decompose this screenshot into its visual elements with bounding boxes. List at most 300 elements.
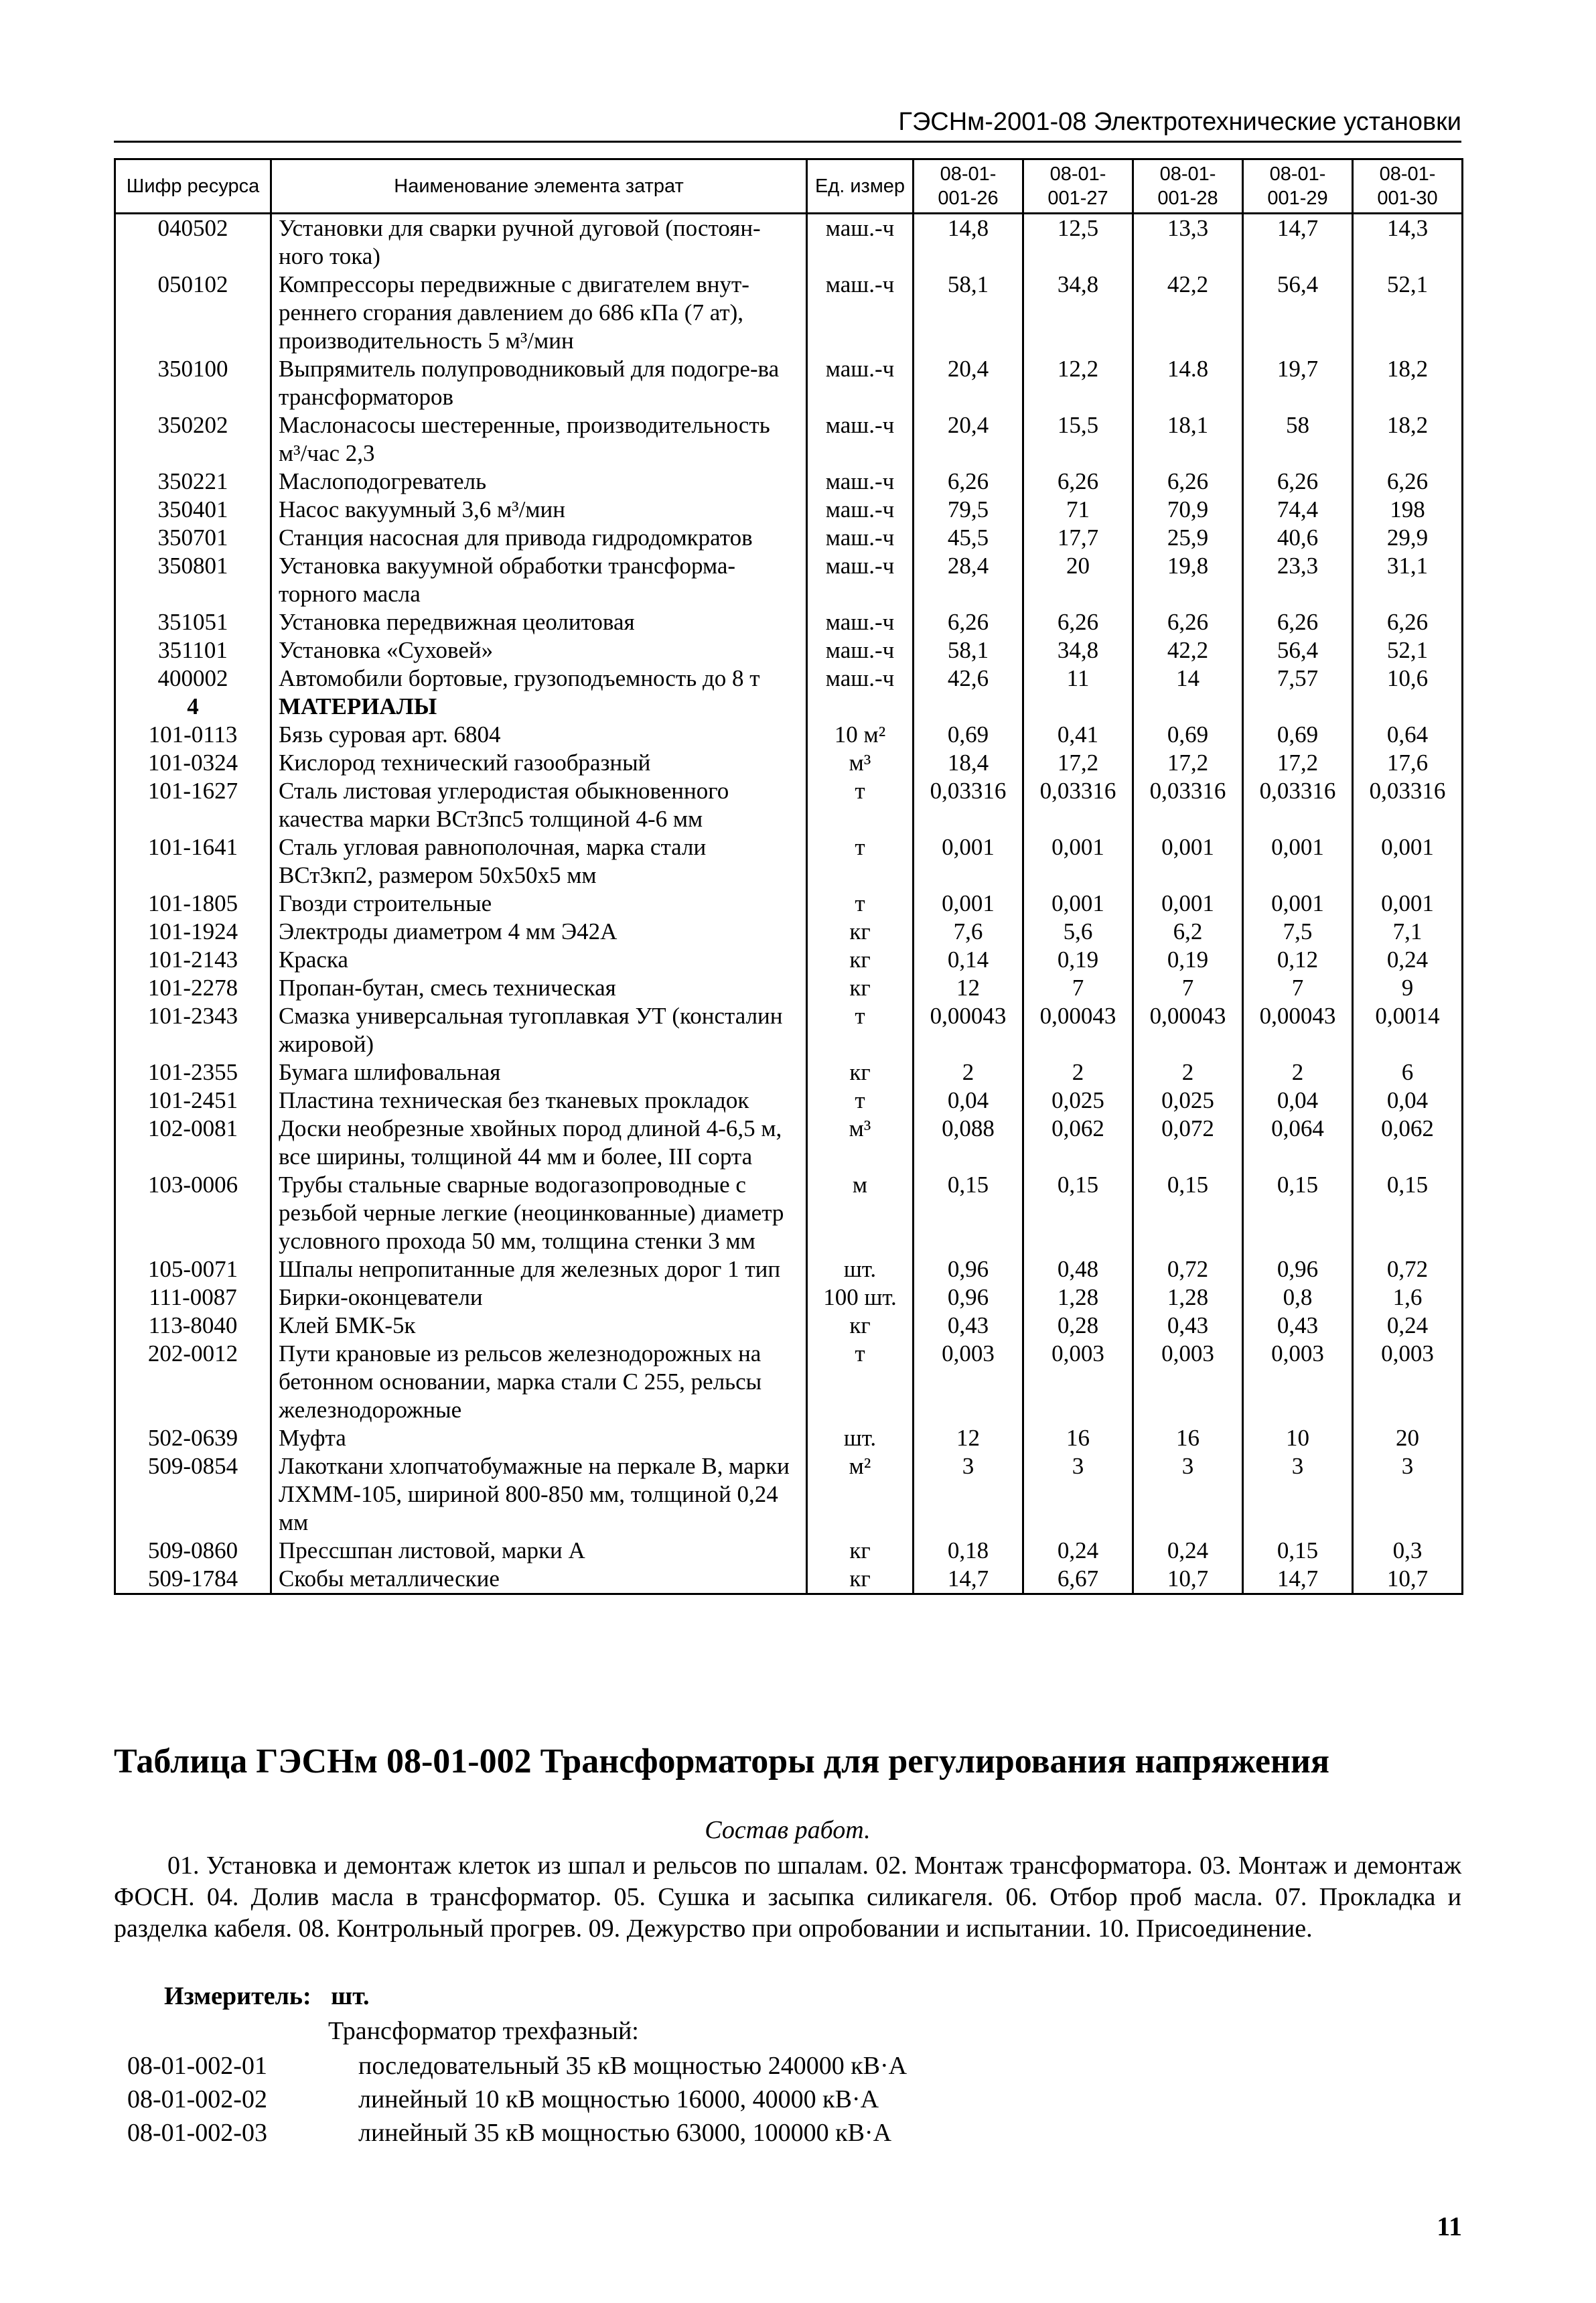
cell-value: 14,8 [914, 214, 1023, 271]
col-header-30: 08-01- 001-30 [1353, 159, 1463, 214]
table-row [115, 355, 1463, 411]
table-row [115, 1115, 1463, 1171]
cell-value: 14.8 [1133, 355, 1243, 411]
cell-value: 31,1 [1353, 552, 1463, 608]
cell-value: 0,24 [1353, 1312, 1463, 1340]
cell-value: 9 [1353, 974, 1463, 1002]
cell-code: 101-1805 [115, 890, 271, 918]
cell-value: 11 [1023, 665, 1133, 693]
cell-value: 19,8 [1133, 552, 1243, 608]
cell-code: 350701 [115, 524, 271, 552]
cell-code: 050102 [115, 271, 271, 355]
cell-name: Установки для сварки ручной дуговой (постоян-ного тока) [271, 214, 807, 271]
cell-value: 2 [914, 1058, 1023, 1087]
cell-code: 111-0087 [115, 1283, 271, 1312]
cell-value: 6,26 [1353, 608, 1463, 636]
cell-unit: т [807, 1002, 914, 1058]
cell-unit: маш.-ч [807, 636, 914, 665]
cell-value: 7,1 [1353, 918, 1463, 946]
cell-value: 0,8 [1243, 1283, 1353, 1312]
cell-value [1353, 693, 1463, 721]
cell-name: Установка «Суховей» [271, 636, 807, 665]
cell-value: 0,15 [914, 1171, 1023, 1255]
table-row [115, 608, 1463, 636]
cell-unit: маш.-ч [807, 271, 914, 355]
table-row [115, 721, 1463, 749]
cell-value: 6,26 [914, 608, 1023, 636]
cell-code: 350801 [115, 552, 271, 608]
col-header-28: 08-01- 001-28 [1133, 159, 1243, 214]
cell-code: 101-2143 [115, 946, 271, 974]
cell-value: 5,6 [1023, 918, 1133, 946]
cell-value: 16 [1023, 1424, 1133, 1452]
cell-unit: 10 м² [807, 721, 914, 749]
cell-name: Кислород технический газообразный [271, 749, 807, 777]
cell-value: 0,088 [914, 1115, 1023, 1171]
cell-value: 7 [1133, 974, 1243, 1002]
cell-name: Автомобили бортовые, грузоподъемность до 8 т [271, 665, 807, 693]
cell-value: 0,24 [1133, 1537, 1243, 1565]
cell-value: 23,3 [1243, 552, 1353, 608]
cell-code: 105-0071 [115, 1255, 271, 1283]
cell-code: 040502 [115, 214, 271, 271]
cell-value: 14,7 [1243, 1565, 1353, 1594]
cell-code: 101-1924 [115, 918, 271, 946]
cell-value: 0,003 [914, 1340, 1023, 1424]
cell-value: 0,0014 [1353, 1002, 1463, 1058]
cell-unit: кг [807, 1058, 914, 1087]
cell-code: 509-0860 [115, 1537, 271, 1565]
cell-unit: кг [807, 1565, 914, 1594]
cell-value: 0,96 [914, 1283, 1023, 1312]
cell-value: 0,00043 [1023, 1002, 1133, 1058]
cell-value: 58 [1243, 411, 1353, 468]
table-row [115, 1171, 1463, 1255]
subheading: Трансформатор трехфазный: [328, 2017, 639, 2045]
cell-value: 74,4 [1243, 496, 1353, 524]
cell-value: 52,1 [1353, 636, 1463, 665]
cell-code: 350401 [115, 496, 271, 524]
cell-value: 10,7 [1133, 1565, 1243, 1594]
cell-name: Клей БМК-5к [271, 1312, 807, 1340]
header-title: ГЭСНм-2001-08 Электротехнические установки [898, 108, 1461, 136]
item-code: 08-01-002-03 [127, 2119, 267, 2147]
item-text: линейный 10 кВ мощностью 16000, 40000 кВ·А [358, 2085, 879, 2113]
cell-value: 45,5 [914, 524, 1023, 552]
cell-unit: м³ [807, 749, 914, 777]
cell-unit: кг [807, 1537, 914, 1565]
cell-value: 3 [914, 1452, 1023, 1537]
cell-name: Насос вакуумный 3,6 м³/мин [271, 496, 807, 524]
cell-code: 113-8040 [115, 1312, 271, 1340]
col-header-name: Наименование элемента затрат [271, 159, 807, 214]
cell-value: 6,2 [1133, 918, 1243, 946]
cell-value: 10,7 [1353, 1565, 1463, 1594]
cell-value: 0,001 [1133, 890, 1243, 918]
cell-value: 40,6 [1243, 524, 1353, 552]
cell-name: Муфта [271, 1424, 807, 1452]
cell-value: 0,03316 [1353, 777, 1463, 833]
cell-value: 0,03316 [1023, 777, 1133, 833]
cell-value: 3 [1353, 1452, 1463, 1537]
cell-unit: м [807, 1171, 914, 1255]
cell-code: 350221 [115, 468, 271, 496]
cell-value: 0,19 [1023, 946, 1133, 974]
cell-value: 0,04 [1353, 1087, 1463, 1115]
cell-value: 0,43 [914, 1312, 1023, 1340]
cell-value: 0,04 [914, 1087, 1023, 1115]
cell-value: 52,1 [1353, 271, 1463, 355]
cell-code: 4 [115, 693, 271, 721]
cell-name: Прессшпан листовой, марки А [271, 1537, 807, 1565]
cell-code: 101-2278 [115, 974, 271, 1002]
cell-value: 0,18 [914, 1537, 1023, 1565]
col-header-26: 08-01- 001-26 [914, 159, 1023, 214]
cell-name: Установка вакуумной обработки трансформа-торного масла [271, 552, 807, 608]
cell-value: 7,57 [1243, 665, 1353, 693]
cell-value: 6,26 [1133, 608, 1243, 636]
cell-value: 56,4 [1243, 271, 1353, 355]
cell-unit: маш.-ч [807, 355, 914, 411]
cell-code: 202-0012 [115, 1340, 271, 1424]
cell-unit: маш.-ч [807, 608, 914, 636]
cell-value: 10 [1243, 1424, 1353, 1452]
cell-code: 350100 [115, 355, 271, 411]
cell-name: Маслоподогреватель [271, 468, 807, 496]
cell-value: 10,6 [1353, 665, 1463, 693]
cell-name: Пластина техническая без тканевых прокладок [271, 1087, 807, 1115]
cell-value: 0,03316 [1243, 777, 1353, 833]
cell-value [1133, 693, 1243, 721]
cell-unit: кг [807, 974, 914, 1002]
cell-code: 351101 [115, 636, 271, 665]
cell-value: 1,28 [1133, 1283, 1243, 1312]
cell-value: 6,26 [914, 468, 1023, 496]
item-text: линейный 35 кВ мощностью 63000, 100000 кВ·А [358, 2119, 892, 2147]
cell-value: 0,00043 [1243, 1002, 1353, 1058]
cell-value: 3 [1023, 1452, 1133, 1537]
cell-value [1243, 693, 1353, 721]
cell-value: 14 [1133, 665, 1243, 693]
cell-value: 6,67 [1023, 1565, 1133, 1594]
cell-name: Шпалы непропитанные для железных дорог 1 тип [271, 1255, 807, 1283]
cell-value: 17,2 [1133, 749, 1243, 777]
cell-unit: т [807, 1340, 914, 1424]
col-header-29: 08-01- 001-29 [1243, 159, 1353, 214]
cell-value: 0,41 [1023, 721, 1133, 749]
cell-value: 0,96 [914, 1255, 1023, 1283]
cell-value: 0,001 [914, 890, 1023, 918]
cell-value: 0,00043 [1133, 1002, 1243, 1058]
cell-value: 12 [914, 1424, 1023, 1452]
cell-unit: маш.-ч [807, 552, 914, 608]
table-row [115, 1565, 1463, 1594]
cell-value: 6,26 [1133, 468, 1243, 496]
cell-value: 0,24 [1353, 946, 1463, 974]
cell-value: 0,03316 [914, 777, 1023, 833]
cell-code: 101-1641 [115, 833, 271, 890]
table-row [115, 1283, 1463, 1312]
cell-name: Скобы металлические [271, 1565, 807, 1594]
cell-value: 20 [1353, 1424, 1463, 1452]
cell-name: Сталь угловая равнополочная, марка стали ВСт3кп2, размером 50х50х5 мм [271, 833, 807, 890]
cell-value: 12 [914, 974, 1023, 1002]
cell-value: 58,1 [914, 636, 1023, 665]
cell-value: 7 [1023, 974, 1133, 1002]
cell-value: 14,7 [1243, 214, 1353, 271]
cell-value: 34,8 [1023, 636, 1133, 665]
cell-value: 19,7 [1243, 355, 1353, 411]
cell-value: 0,001 [1023, 890, 1133, 918]
section-row [115, 693, 1463, 721]
cell-value: 0,062 [1353, 1115, 1463, 1171]
cell-unit: маш.-ч [807, 524, 914, 552]
cell-value: 42,2 [1133, 271, 1243, 355]
col-header-27: 08-01- 001-27 [1023, 159, 1133, 214]
cell-value: 18,2 [1353, 355, 1463, 411]
cell-value: 0,43 [1133, 1312, 1243, 1340]
cell-name: Бязь суровая арт. 6804 [271, 721, 807, 749]
cell-code: 103-0006 [115, 1171, 271, 1255]
cell-name: Маслонасосы шестеренные, производительность м³/час 2,3 [271, 411, 807, 468]
works-description: 01. Установка и демонтаж клеток из шпал и рельсов по шпалам. 02. Монтаж трансформатора. 03. Монтаж и демонтаж ФОСН. 04. Долив масла в трансформатор. 05. Сушка и засыпка силикагеля. 06. Отбор проб масла. 07. Прокладка и разделка кабеля. 08. Контрольный прогрев. 09. Дежурство при опробовании и испытании. 10. Присоединение. [114, 1852, 1461, 1943]
list-item [127, 2051, 907, 2081]
cell-name: Гвозди строительные [271, 890, 807, 918]
cell-value [914, 693, 1023, 721]
list-item [127, 2118, 891, 2148]
cell-value: 0,025 [1133, 1087, 1243, 1115]
table-row [115, 665, 1463, 693]
cell-value: 0,001 [1353, 890, 1463, 918]
cell-value: 0,001 [914, 833, 1023, 890]
cell-unit: шт. [807, 1424, 914, 1452]
meter-label: Измеритель: [164, 1982, 311, 2010]
cell-name: Краска [271, 946, 807, 974]
cell-value: 0,12 [1243, 946, 1353, 974]
cell-value: 0,03316 [1133, 777, 1243, 833]
cell-value: 0,72 [1353, 1255, 1463, 1283]
cell-value: 0,19 [1133, 946, 1243, 974]
page-header [114, 94, 1461, 143]
cell-value: 0,15 [1353, 1171, 1463, 1255]
cell-unit: т [807, 777, 914, 833]
cell-value: 13,3 [1133, 214, 1243, 271]
table-row [115, 890, 1463, 918]
cell-value: 7,6 [914, 918, 1023, 946]
table-row [115, 214, 1463, 271]
cell-value: 20,4 [914, 411, 1023, 468]
cell-name: Бумага шлифовальная [271, 1058, 807, 1087]
cell-value: 12,2 [1023, 355, 1133, 411]
cell-value: 0,69 [914, 721, 1023, 749]
cell-code: 101-2343 [115, 1002, 271, 1058]
cell-value: 0,96 [1243, 1255, 1353, 1283]
cell-value: 0,003 [1023, 1340, 1133, 1424]
cell-code: 509-1784 [115, 1565, 271, 1594]
cell-value: 0,28 [1023, 1312, 1133, 1340]
col-header-unit: Ед. измер [807, 159, 914, 214]
cell-name: Пропан-бутан, смесь техническая [271, 974, 807, 1002]
cell-name: Бирки-оконцеватели [271, 1283, 807, 1312]
cell-value: 6 [1353, 1058, 1463, 1087]
cell-name: Выпрямитель полупроводниковый для подогре-ва трансформаторов [271, 355, 807, 411]
cell-value: 0,04 [1243, 1087, 1353, 1115]
cell-unit [807, 693, 914, 721]
cell-value: 0,001 [1243, 833, 1353, 890]
cell-value: 0,072 [1133, 1115, 1243, 1171]
table-row [115, 524, 1463, 552]
cell-code: 351051 [115, 608, 271, 636]
cell-value: 3 [1133, 1452, 1243, 1537]
cell-value: 14,3 [1353, 214, 1463, 271]
cell-value: 12,5 [1023, 214, 1133, 271]
cell-value: 16 [1133, 1424, 1243, 1452]
cell-name: Станция насосная для привода гидродомкратов [271, 524, 807, 552]
cell-value: 70,9 [1133, 496, 1243, 524]
table-row [115, 946, 1463, 974]
cell-value: 42,6 [914, 665, 1023, 693]
cell-value: 58,1 [914, 271, 1023, 355]
meter-line [164, 1981, 370, 2011]
cell-value: 6,26 [1023, 608, 1133, 636]
table-header-row [115, 159, 1463, 214]
cell-value: 0,64 [1353, 721, 1463, 749]
cell-value: 1,28 [1023, 1283, 1133, 1312]
cell-value: 6,26 [1023, 468, 1133, 496]
cell-value: 0,001 [1243, 890, 1353, 918]
cell-value: 0,003 [1133, 1340, 1243, 1424]
cell-value: 17,2 [1023, 749, 1133, 777]
table-row [115, 1002, 1463, 1058]
cell-value: 15,5 [1023, 411, 1133, 468]
item-text: последовательный 35 кВ мощностью 240000 кВ·А [358, 2052, 908, 2080]
list-item [127, 2085, 879, 2114]
cell-name: Доски необрезные хвойных пород длиной 4-6,5 м, все ширины, толщиной 44 мм и более, III сорта [271, 1115, 807, 1171]
cell-value: 1,6 [1353, 1283, 1463, 1312]
cell-name: Сталь листовая углеродистая обыкновенного качества марки ВСт3пс5 толщиной 4-6 мм [271, 777, 807, 833]
table-row [115, 411, 1463, 468]
cell-value: 6,26 [1243, 468, 1353, 496]
cell-value: 0,003 [1243, 1340, 1353, 1424]
cell-code: 400002 [115, 665, 271, 693]
table-row [115, 1255, 1463, 1283]
cell-value: 0,064 [1243, 1115, 1353, 1171]
cell-name: Лакоткани хлопчатобумажные на перкале В, марки ЛХММ-105, шириной 800-850 мм, толщиной 0,24 мм [271, 1452, 807, 1537]
cell-value: 0,14 [914, 946, 1023, 974]
cell-unit: маш.-ч [807, 496, 914, 524]
table-row [115, 1058, 1463, 1087]
cell-value: 29,9 [1353, 524, 1463, 552]
cell-value: 0,69 [1243, 721, 1353, 749]
cell-name: Смазка универсальная тугоплавкая УТ (консталин жировой) [271, 1002, 807, 1058]
cell-name: МАТЕРИАЛЫ [271, 693, 807, 721]
cell-unit: маш.-ч [807, 214, 914, 271]
cell-unit: м² [807, 1452, 914, 1537]
page-number: 11 [1437, 2211, 1462, 2241]
cell-code: 101-1627 [115, 777, 271, 833]
cell-name: Трубы стальные сварные водогазопроводные с резьбой черные легкие (неоцинкованные) диаметр условного прохода 50 мм, толщина стенки 3 мм [271, 1171, 807, 1255]
table-title: Таблица ГЭСНм 08-01-002 Трансформаторы для регулирования напряжения [114, 1742, 1330, 1781]
cell-value [1023, 693, 1133, 721]
resource-table [114, 158, 1463, 1595]
table-row [115, 271, 1463, 355]
table-row [115, 777, 1463, 833]
cell-unit: кг [807, 918, 914, 946]
cell-value: 0,43 [1243, 1312, 1353, 1340]
cell-value: 34,8 [1023, 271, 1133, 355]
cell-value: 28,4 [914, 552, 1023, 608]
cell-value: 0,00043 [914, 1002, 1023, 1058]
cell-unit: кг [807, 1312, 914, 1340]
cell-value: 7,5 [1243, 918, 1353, 946]
cell-unit: шт. [807, 1255, 914, 1283]
cell-code: 350202 [115, 411, 271, 468]
cell-value: 14,7 [914, 1565, 1023, 1594]
cell-value: 42,2 [1133, 636, 1243, 665]
cell-value: 0,15 [1133, 1171, 1243, 1255]
cell-code: 101-0113 [115, 721, 271, 749]
cell-value: 3 [1243, 1452, 1353, 1537]
table-row [115, 749, 1463, 777]
table-row [115, 1537, 1463, 1565]
table-row [115, 552, 1463, 608]
table-row [115, 1452, 1463, 1537]
cell-value: 0,003 [1353, 1340, 1463, 1424]
cell-value: 25,9 [1133, 524, 1243, 552]
cell-code: 101-2451 [115, 1087, 271, 1115]
cell-unit: кг [807, 946, 914, 974]
cell-value: 2 [1023, 1058, 1133, 1087]
cell-value: 17,7 [1023, 524, 1133, 552]
cell-value: 7 [1243, 974, 1353, 1002]
table-row [115, 833, 1463, 890]
table-row [115, 1340, 1463, 1424]
cell-value: 17,2 [1243, 749, 1353, 777]
cell-value: 0,15 [1243, 1171, 1353, 1255]
cell-value: 18,4 [914, 749, 1023, 777]
cell-value: 20,4 [914, 355, 1023, 411]
cell-value: 0,24 [1023, 1537, 1133, 1565]
meter-value: шт. [331, 1982, 370, 2010]
cell-unit: маш.-ч [807, 665, 914, 693]
cell-value: 0,15 [1023, 1171, 1133, 1255]
cell-value: 0,69 [1133, 721, 1243, 749]
cell-value: 20 [1023, 552, 1133, 608]
cell-value: 56,4 [1243, 636, 1353, 665]
cell-value: 79,5 [914, 496, 1023, 524]
cell-value: 71 [1023, 496, 1133, 524]
cell-unit: т [807, 1087, 914, 1115]
cell-unit: маш.-ч [807, 411, 914, 468]
table-row [115, 1312, 1463, 1340]
cell-value: 0,3 [1353, 1537, 1463, 1565]
cell-value: 18,2 [1353, 411, 1463, 468]
cell-value: 0,001 [1353, 833, 1463, 890]
table-row [115, 636, 1463, 665]
cell-value: 2 [1243, 1058, 1353, 1087]
item-code: 08-01-002-01 [127, 2052, 267, 2080]
cell-name: Установка передвижная цеолитовая [271, 608, 807, 636]
cell-code: 101-0324 [115, 749, 271, 777]
cell-unit: т [807, 890, 914, 918]
cell-code: 502-0639 [115, 1424, 271, 1452]
composition-label: Состав работ. [705, 1816, 871, 1844]
table-row [115, 1424, 1463, 1452]
cell-value: 0,025 [1023, 1087, 1133, 1115]
item-code: 08-01-002-02 [127, 2085, 267, 2113]
cell-name: Компрессоры передвижные с двигателем внут-реннего сгорания давлением до 686 кПа (7 ат), производительность 5 м³/мин [271, 271, 807, 355]
cell-value: 0,001 [1023, 833, 1133, 890]
